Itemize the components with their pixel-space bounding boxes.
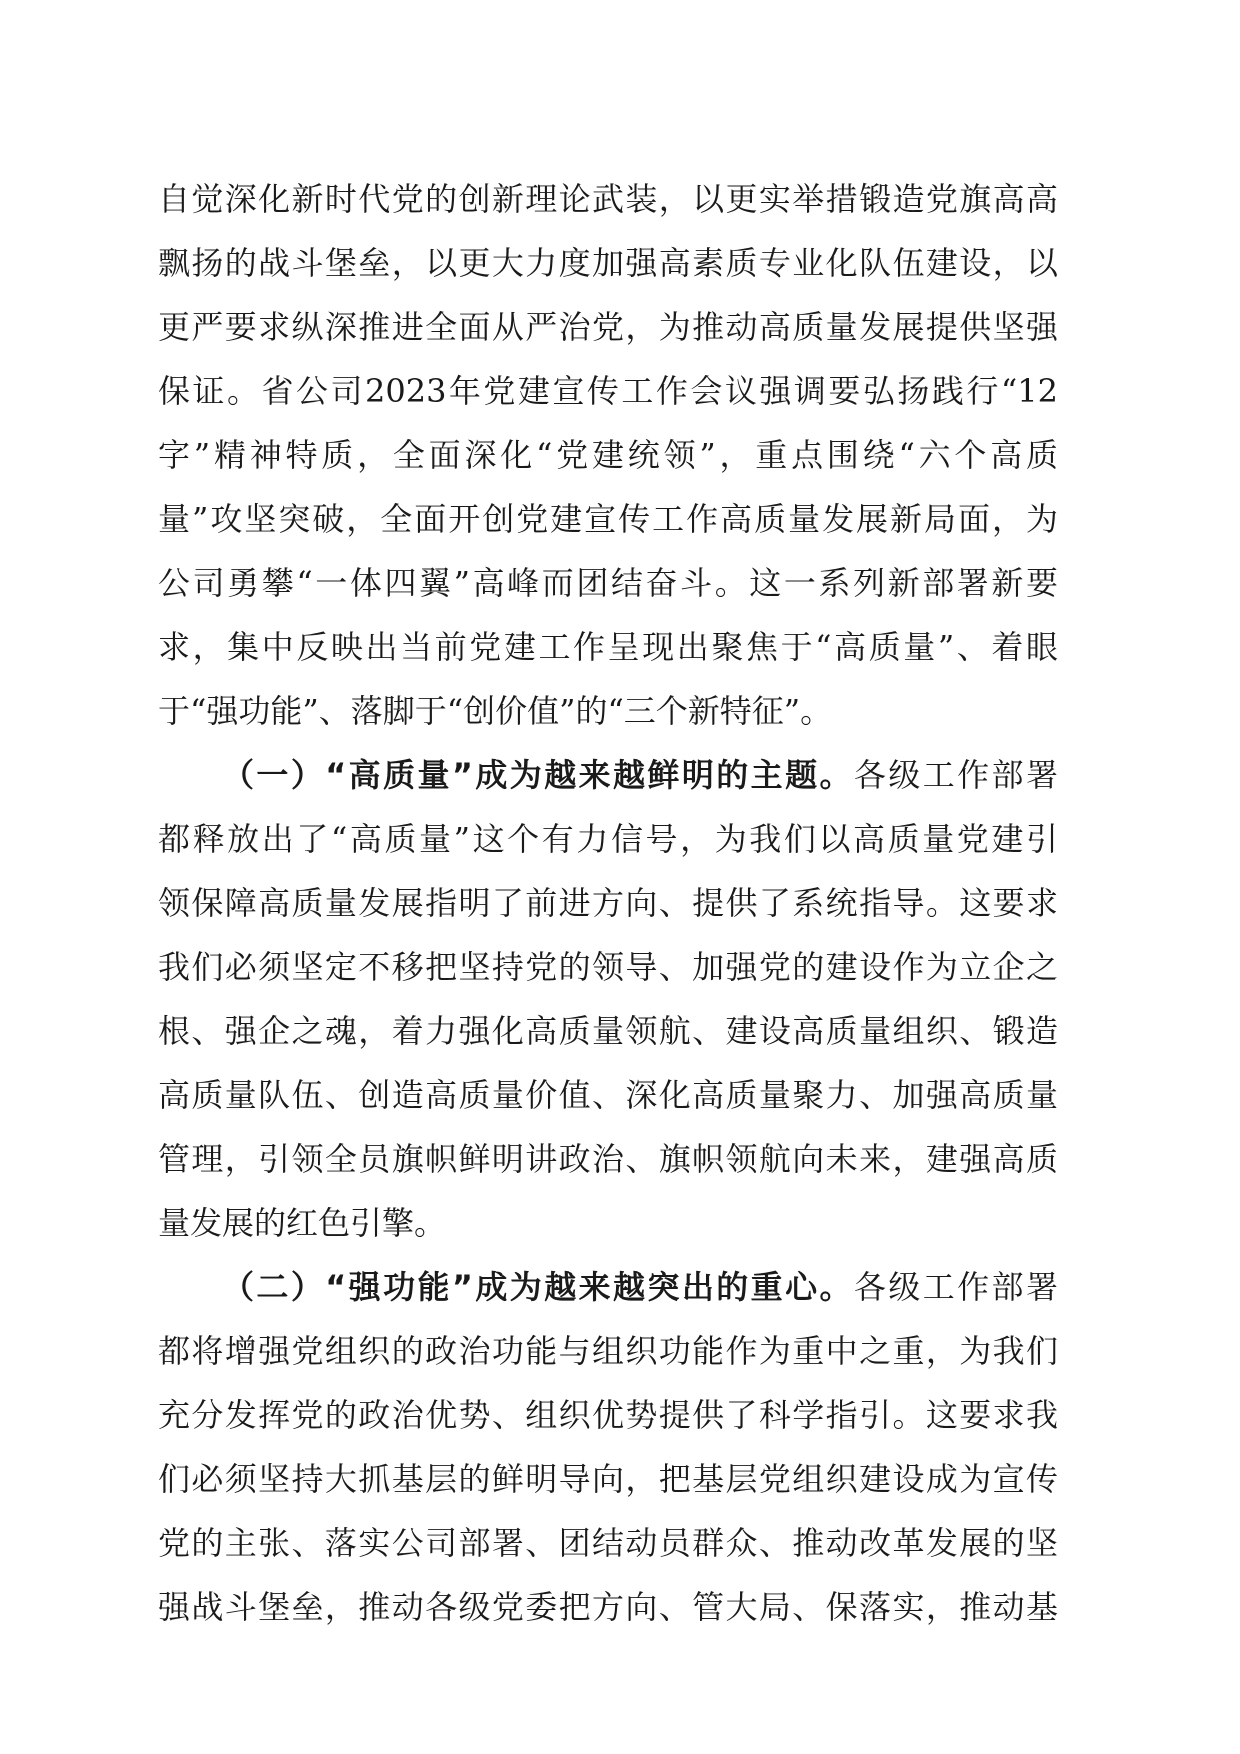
text-line: 高质量队伍、创造高质量价值、深化高质量聚力、加强高质量	[158, 1076, 1058, 1114]
text-line: 都将增强党组织的政治功能与组织功能作为重中之重，为我们	[158, 1332, 1058, 1370]
text-line: 党的主张、落实公司部署、团结动员群众、推动改革发展的坚	[158, 1524, 1058, 1562]
text-line: 管理，引领全员旗帜鲜明讲政治、旗帜领航向未来，建强高质	[158, 1140, 1058, 1178]
text-line: 充分发挥党的政治优势、组织优势提供了科学指引。这要求我	[158, 1396, 1058, 1434]
section-heading: （二）“强功能”成为越来越突出的重心。	[222, 1268, 854, 1306]
text-run: 各级工作部署	[853, 756, 1058, 794]
text-line: 求，集中反映出当前党建工作呈现出聚焦于“高质量”、着眼	[158, 628, 1058, 666]
text-line: 根、强企之魂，着力强化高质量领航、建设高质量组织、锻造	[158, 1012, 1058, 1050]
text-line: 量发展的红色引擎。	[158, 1204, 447, 1242]
text-run: 各级工作部署	[853, 1268, 1058, 1306]
section-heading-line	[222, 1255, 1058, 1319]
text-line: 字”精神特质，全面深化“党建统领”，重点围绕“六个高质	[158, 436, 1058, 474]
text-line: 自觉深化新时代党的创新理论武装，以更实举措锻造党旗高高	[158, 180, 1058, 218]
text-line: 保证。省公司2023年党建宣传工作会议强调要弘扬践行“12	[158, 372, 1058, 410]
text-line: 更严要求纵深推进全面从严治党，为推动高质量发展提供坚强	[158, 308, 1058, 346]
text-line: 我们必须坚定不移把坚持党的领导、加强党的建设作为立企之	[158, 948, 1058, 986]
text-line: 强战斗堡垒，推动各级党委把方向、管大局、保落实，推动基	[158, 1588, 1058, 1626]
text-line: 于“强功能”、落脚于“创价值”的“三个新特征”。	[158, 692, 833, 730]
text-line: 量”攻坚突破，全面开创党建宣传工作高质量发展新局面，为	[158, 500, 1058, 538]
text-line: 公司勇攀“一体四翼”高峰而团结奋斗。这一系列新部署新要	[158, 564, 1058, 602]
section-heading: （一）“高质量”成为越来越鲜明的主题。	[222, 756, 854, 794]
text-line: 们必须坚持大抓基层的鲜明导向，把基层党组织建设成为宣传	[158, 1460, 1058, 1498]
text-line: 领保障高质量发展指明了前进方向、提供了系统指导。这要求	[158, 884, 1058, 922]
text-line: 飘扬的战斗堡垒，以更大力度加强高素质专业化队伍建设，以	[158, 244, 1058, 282]
section-heading-line	[222, 743, 1058, 807]
text-line: 都释放出了“高质量”这个有力信号，为我们以高质量党建引	[158, 820, 1058, 858]
